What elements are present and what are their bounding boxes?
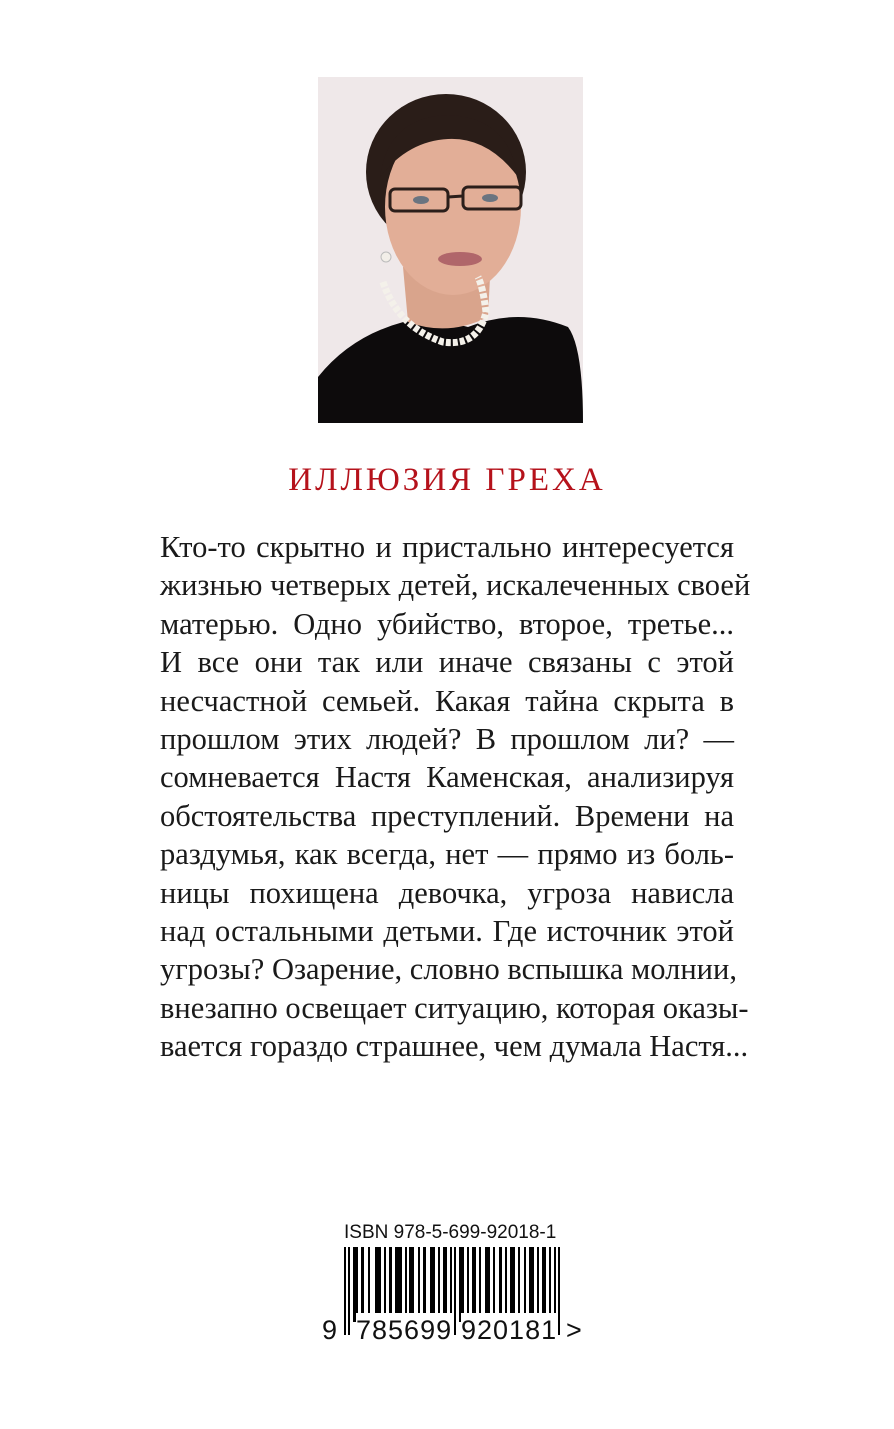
quiet-zone-marker: > (566, 1315, 582, 1345)
blurb-line: внезапно освещает ситуацию, которая оказы- (160, 990, 749, 1025)
book-title: ИЛЛЮЗИЯ ГРЕХА (288, 462, 606, 498)
blurb-line: прошлом этих людей? В прошлом ли? — (160, 721, 734, 756)
barcode-digit-first: 9 (322, 1315, 338, 1345)
blurb-line: жизнью четверых детей, искалеченных своей (160, 568, 751, 603)
isbn-label: ISBN 978-5-699-92018-1 (344, 1222, 557, 1243)
barcode-digits-right: 920181 (461, 1315, 558, 1345)
book-blurb (160, 528, 751, 1065)
barcode-digits-left: 785699 (356, 1315, 453, 1345)
blurb-line: несчастной семьей. Какая тайна скрыта в (160, 683, 734, 718)
blurb-line: раздумья, как всегда, нет — прямо из боль- (160, 837, 734, 872)
blurb-line: угрозы? Озарение, словно вспышка молнии, (160, 952, 737, 987)
portrait-image (318, 77, 583, 423)
blurb-line: ницы похищена девочка, угроза нависла (160, 875, 734, 910)
blurb-line: Кто-то скрытно и пристально интересуется (160, 530, 734, 564)
blurb-line: над остальными детьми. Где источник этой (160, 913, 734, 948)
blurb-line: И все они так или иначе связаны с этой (160, 645, 734, 680)
blurb-line: вается гораздо страшнее, чем думала Настя... (160, 1029, 749, 1064)
blurb-line: сомневается Настя Каменская, анализируя (160, 760, 734, 795)
blurb-line: обстоятельства преступлений. Времени на (160, 798, 734, 833)
author-photo (318, 77, 583, 423)
blurb-line: матерью. Одно убийство, второе, третье... (160, 606, 734, 641)
